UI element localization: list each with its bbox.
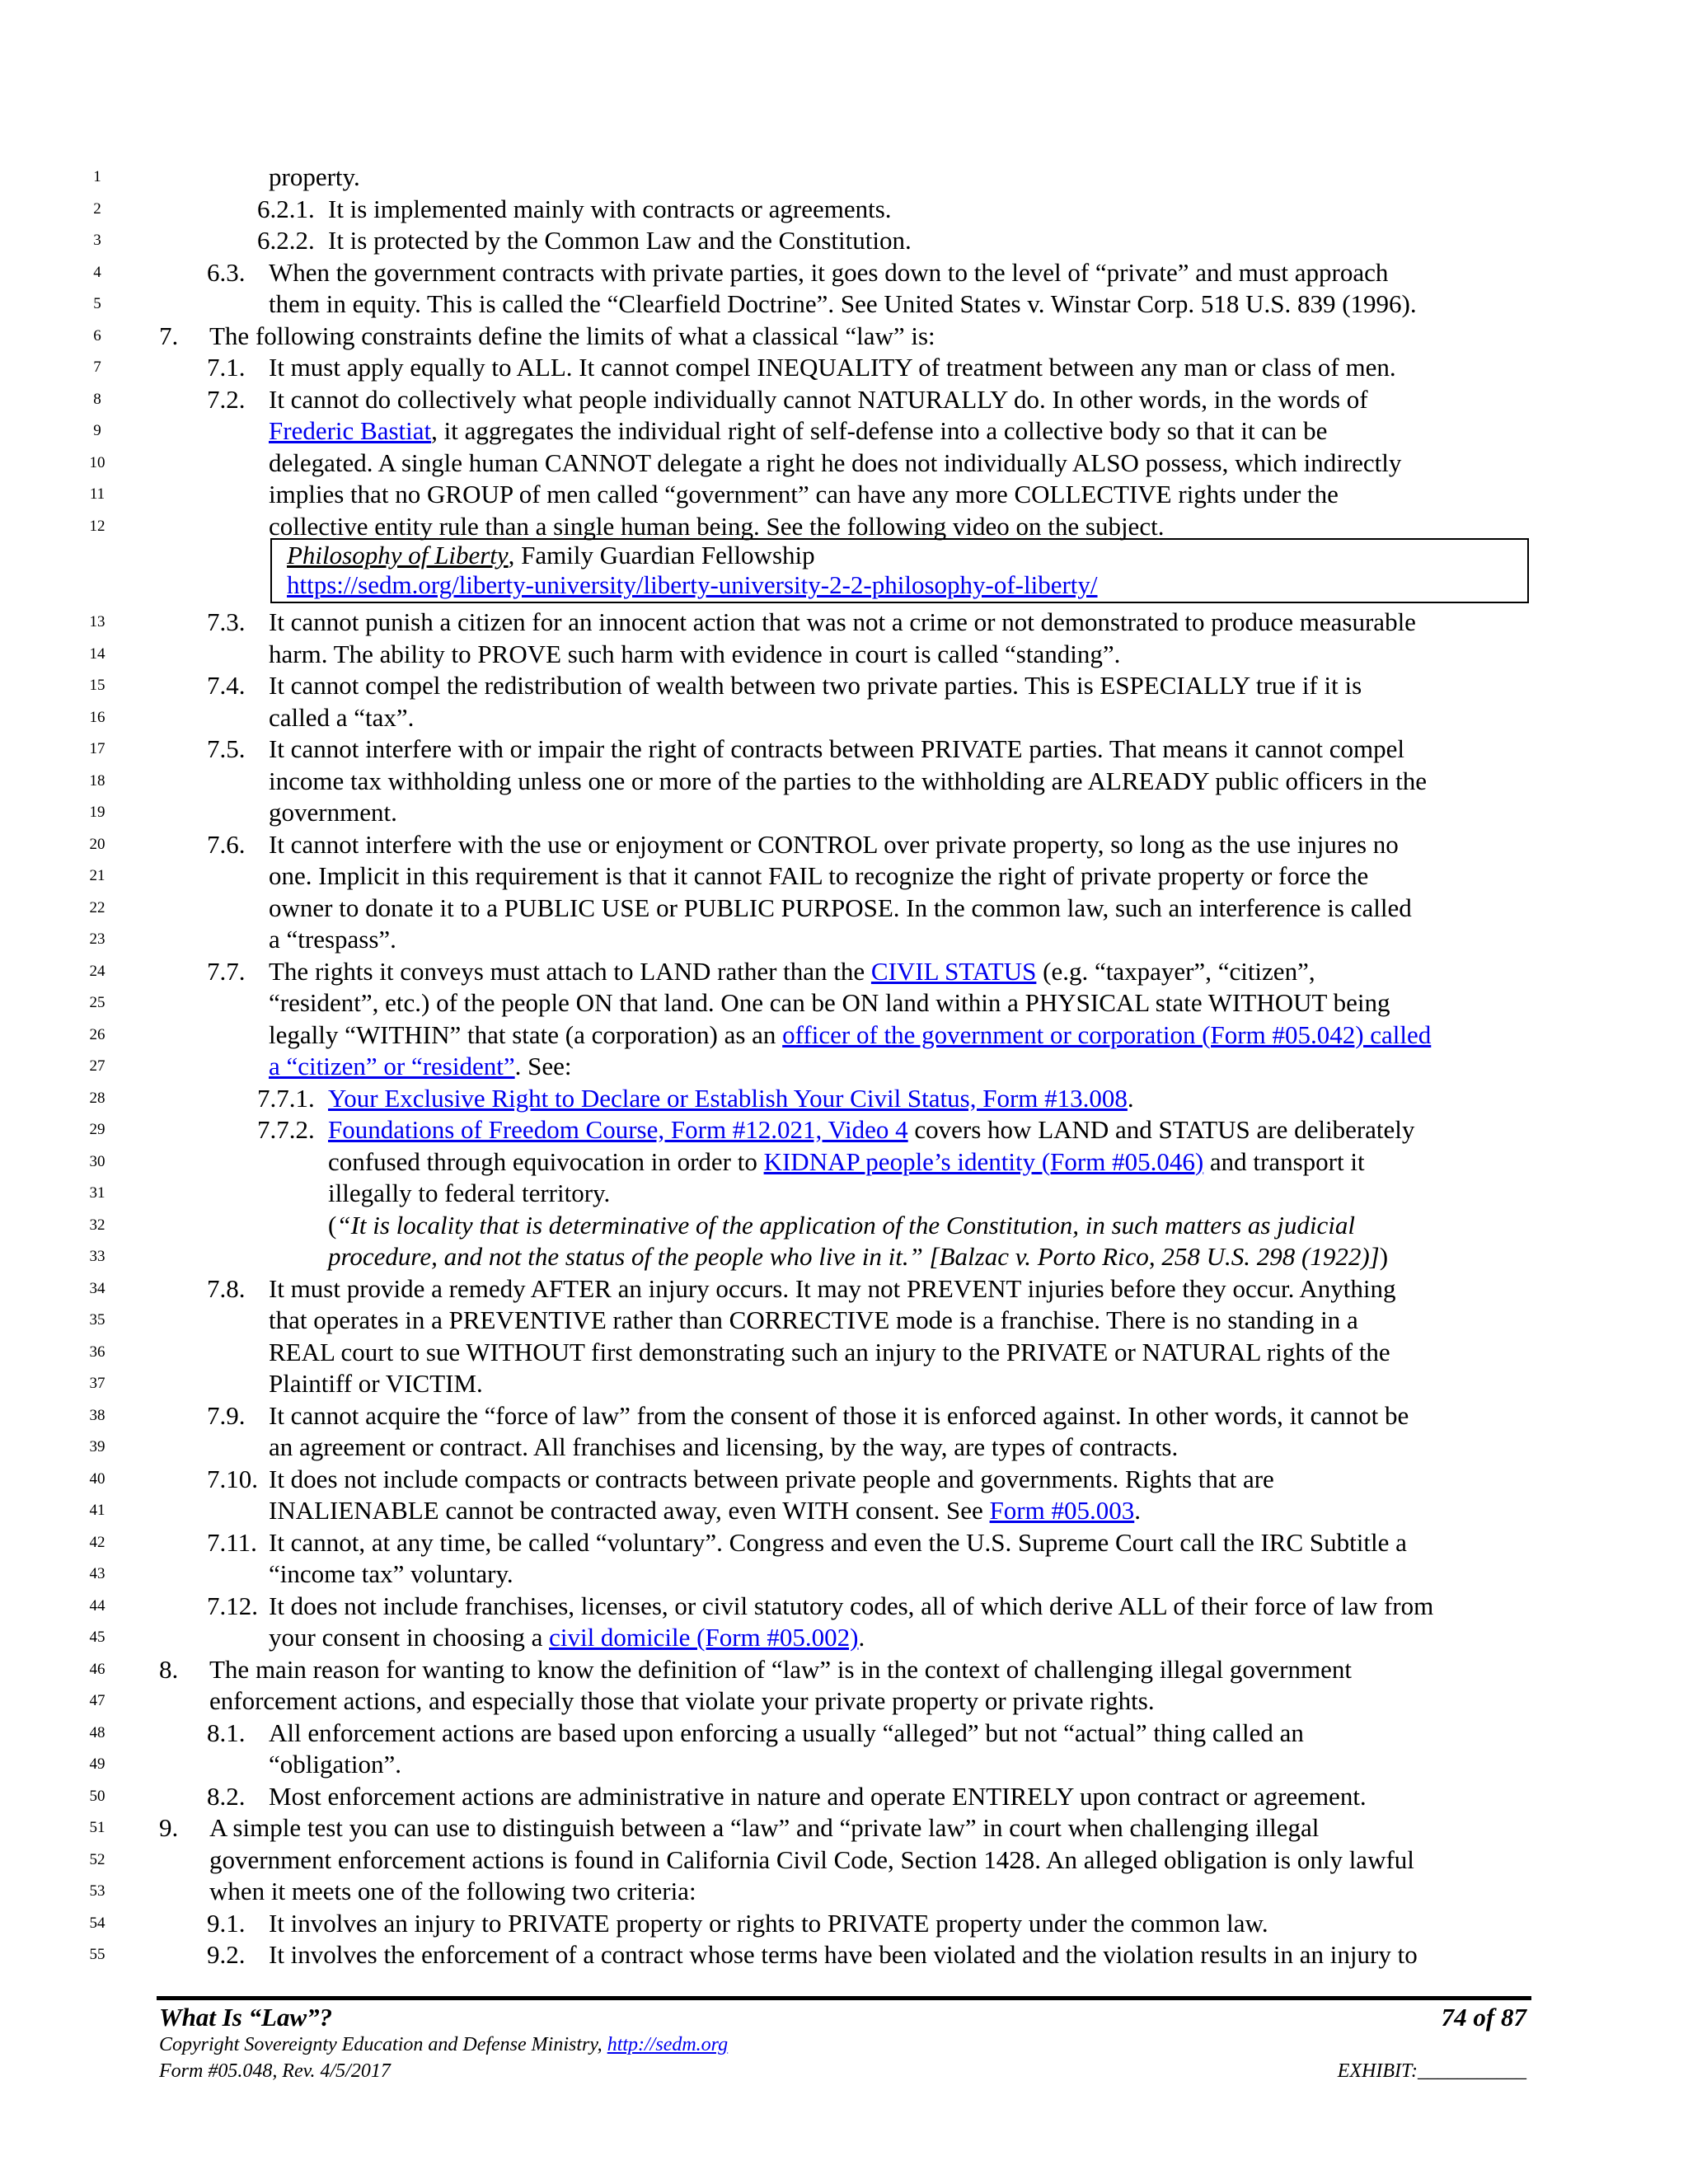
line-text (269, 288, 1417, 320)
text-segment: “obligation”. (269, 1750, 401, 1779)
text-segment: INALIENABLE cannot be contracted away, even WITH consent. See (269, 1496, 990, 1525)
document-line (0, 288, 1688, 320)
line-number: 39 (89, 1438, 106, 1455)
line-number: 45 (89, 1629, 106, 1646)
line-number: 8 (93, 390, 101, 408)
text-segment: REAL court to sue WITHOUT first demonstrating such an injury to the PRIVATE or NATURAL rights of the (269, 1337, 1390, 1366)
footer-sedm-link[interactable]: http://sedm.org (607, 2034, 729, 2055)
line-number: 52 (89, 1850, 106, 1868)
line-number: 23 (89, 930, 106, 948)
footer-copyright (159, 2034, 728, 2056)
hyperlink[interactable]: Your Exclusive Right to Declare or Establish Your Civil Status, Form #13.008 (328, 1083, 1128, 1113)
line-text (269, 448, 1401, 479)
text-segment: them in equity. This is called the “Clearfield Doctrine”. See United States v. Winstar Corp. 518 U.S. 839 (1996). (269, 289, 1417, 318)
hyperlink[interactable]: KIDNAP people’s identity (Form #05.046) (763, 1146, 1204, 1176)
line-text (269, 511, 1164, 542)
line-number: 19 (89, 804, 106, 821)
line-number: 47 (89, 1692, 106, 1709)
line-text (328, 1114, 1414, 1146)
document-line (0, 1210, 1688, 1241)
line-number: 10 (89, 453, 106, 471)
quotation-text: “It is locality that is determinative of the application of the Constitution, in such matters as judicial (336, 1210, 1355, 1240)
document-line (0, 1114, 1688, 1146)
text-segment: “resident”, etc.) of the people ON that land. One can be ON land within a PHYSICAL state WITHOUT being (269, 988, 1390, 1017)
document-line (0, 1654, 1688, 1685)
document-line (0, 415, 1688, 447)
list-number: 8. (159, 1654, 179, 1684)
line-number: 28 (89, 1089, 106, 1107)
line-text (269, 1908, 1268, 1939)
text-segment: It is protected by the Common Law and the Constitution. (328, 226, 912, 255)
document-line (0, 194, 1688, 225)
line-text (269, 352, 1396, 383)
line-number: 24 (89, 962, 106, 980)
document-line (0, 1273, 1688, 1305)
document-line (0, 1464, 1688, 1495)
line-text (269, 1273, 1395, 1305)
line-text (269, 1019, 1431, 1051)
text-segment: harm. The ability to PROVE such harm with evidence in court is called “standing”. (269, 639, 1121, 668)
line-number: 36 (89, 1343, 106, 1361)
list-number: 6.2.1. (257, 194, 315, 223)
footer-page-number: 74 of 87 (1441, 2003, 1526, 2032)
video-url-link[interactable]: https://sedm.org/liberty-university/liberty-university-2-2-philosophy-of-liberty/ (287, 570, 1098, 599)
line-text (269, 639, 1120, 670)
line-number: 44 (89, 1596, 106, 1615)
line-number: 25 (89, 994, 106, 1011)
document-line (0, 797, 1688, 828)
text-segment: illegally to federal territory. (328, 1179, 611, 1207)
footer-exhibit: EXHIBIT:___________ (1337, 2060, 1526, 2082)
line-number: 11 (89, 485, 106, 503)
text-segment: government enforcement actions is found in California Civil Code, Section 1428. An alleged obligation is only lawful (209, 1844, 1414, 1874)
document-line (0, 987, 1688, 1019)
video-source: , Family Guardian Fellowship (508, 541, 815, 569)
text-segment: It does not include compacts or contracts between private people and governments. Rights that are (269, 1464, 1274, 1493)
line-text (269, 415, 1327, 447)
text-segment: your consent in choosing a (269, 1623, 550, 1652)
list-number: 7.6. (207, 829, 246, 859)
line-text (328, 1178, 610, 1209)
text-segment: legally “WITHIN” that state (a corporation) as an (269, 1019, 783, 1049)
line-text (269, 1464, 1274, 1495)
list-number: 8.2. (207, 1781, 246, 1811)
text-segment: delegated. A single human CANNOT delegate a right he does not individually ALSO possess, which indirectly (269, 448, 1402, 477)
text-segment: It cannot compel the redistribution of wealth between two private parties. This is ESPECIALLY true if it is (269, 671, 1362, 700)
text-segment: The following constraints define the limits of what a classical “law” is: (209, 321, 935, 350)
text-segment: government. (269, 798, 397, 827)
line-text (269, 987, 1390, 1019)
text-segment: Plaintiff or VICTIM. (269, 1369, 483, 1398)
text-segment: A simple test you can use to distinguish between a “law” and “private law” in court when challenging illegal (209, 1813, 1320, 1842)
line-number: 21 (89, 867, 106, 884)
line-number: 1 (93, 168, 101, 185)
text-segment: The main reason for wanting to know the definition of “law” is in the context of challenging illegal government (209, 1654, 1352, 1684)
text-segment: collective entity rule than a single human being. See the following video on the subject. (269, 511, 1165, 541)
line-number: 14 (89, 644, 106, 663)
line-text (328, 194, 892, 225)
document-line (0, 670, 1688, 701)
text-segment: It cannot, at any time, be called “voluntary”. Congress and even the U.S. Supreme Court call the IRC Subtitle a (269, 1527, 1407, 1557)
document-line (0, 321, 1688, 352)
line-number: 29 (89, 1121, 106, 1138)
text-segment: property. (269, 162, 360, 191)
document-line (0, 1178, 1688, 1209)
text-segment: It must apply equally to ALL. It cannot compel INEQUALITY of treatment between any man or class of men. (269, 353, 1396, 382)
list-number: 9.2. (207, 1940, 246, 1969)
line-number: 38 (89, 1406, 106, 1424)
document-line (0, 1908, 1688, 1939)
document-line (0, 352, 1688, 383)
document-line (0, 702, 1688, 733)
document-line (0, 1558, 1688, 1590)
line-text (269, 893, 1412, 924)
document-line (0, 1146, 1688, 1178)
text-segment: called a “tax”. (269, 702, 415, 732)
document-line (0, 384, 1688, 415)
line-text (269, 1337, 1390, 1368)
text-segment: The rights it conveys must attach to LAND rather than the (269, 956, 871, 986)
document-line (0, 1019, 1688, 1051)
text-segment: . (1127, 1083, 1134, 1113)
list-number: 7.1. (207, 353, 246, 382)
document-line (0, 448, 1688, 479)
text-segment: “income tax” voluntary. (269, 1559, 513, 1588)
line-text (269, 384, 1368, 415)
list-number: 8.1. (207, 1718, 246, 1747)
line-text (269, 860, 1368, 892)
text-segment: It involves an injury to PRIVATE property or rights to PRIVATE property under the common law. (269, 1908, 1268, 1938)
video-reference-url-line (287, 569, 1098, 601)
line-text (269, 257, 1388, 288)
line-text (328, 225, 912, 256)
line-number: 18 (89, 771, 106, 790)
document-line (0, 162, 1688, 193)
line-text (269, 1400, 1409, 1432)
document-line (0, 733, 1688, 765)
line-text (269, 797, 397, 828)
document-line (0, 1939, 1688, 1971)
document-line (0, 860, 1688, 892)
document-line (0, 924, 1688, 955)
document-line (0, 1400, 1688, 1432)
line-number: 4 (93, 263, 101, 281)
line-text (269, 1495, 1141, 1526)
list-number: 6.3. (207, 257, 246, 287)
line-text (269, 607, 1416, 638)
video-title[interactable]: Philosophy of Liberty (287, 541, 509, 569)
line-number: 26 (89, 1025, 106, 1043)
text-segment: implies that no GROUP of men called “government” can have any more COLLECTIVE rights under the (269, 480, 1339, 509)
line-text (328, 1210, 1355, 1241)
hyperlink[interactable]: CIVIL STATUS (870, 956, 1037, 986)
document-line (0, 639, 1688, 670)
quotation-text: procedure, and not the status of the people who live in it.” [Balzac v. Porto Rico, 258 U.S. 298 (1922)] (328, 1242, 1380, 1271)
line-text (269, 1622, 865, 1653)
list-number: 7. (159, 321, 179, 350)
text-segment: when it meets one of the following two criteria: (209, 1877, 696, 1905)
text-segment: It cannot do collectively what people individually cannot NATURALLY do. In other words, in the words of (269, 384, 1368, 414)
line-number: 20 (89, 835, 106, 853)
document-line (0, 1876, 1688, 1907)
text-segment: covers how LAND and STATUS are deliberately (907, 1115, 1415, 1144)
line-text (209, 1685, 1155, 1717)
text-segment: It cannot interfere with the use or enjoyment or CONTROL over private property, so long as the use injures no (269, 829, 1399, 859)
list-number: 9.1. (207, 1908, 246, 1938)
document-line (0, 1083, 1688, 1114)
hyperlink[interactable]: Foundations of Freedom Course, Form #12.021, Video 4 (328, 1115, 908, 1144)
text-segment: owner to donate it to a PUBLIC USE or PUBLIC PURPOSE. In the common law, such an interference is called (269, 893, 1412, 922)
text-segment: enforcement actions, and especially those that violate your private property or private rights. (209, 1686, 1155, 1715)
line-text (209, 1654, 1352, 1685)
text-segment: ) (1379, 1242, 1389, 1271)
text-segment: It cannot interfere with or impair the right of contracts between PRIVATE parties. That means it cannot compel (269, 734, 1404, 763)
list-number: 7.3. (207, 607, 246, 636)
line-text (269, 1781, 1367, 1812)
line-text (269, 162, 360, 193)
text-segment: ( (328, 1210, 337, 1240)
footer-rule (157, 1996, 1531, 2000)
line-number: 53 (89, 1882, 106, 1900)
line-number: 55 (89, 1946, 106, 1963)
line-text (269, 1368, 483, 1399)
line-number: 22 (89, 898, 106, 916)
footer-form-number: Form #05.048, Rev. 4/5/2017 (159, 2060, 391, 2082)
document-line (0, 511, 1688, 542)
text-segment: that operates in a PREVENTIVE rather than CORRECTIVE mode is a franchise. There is no standing in a (269, 1305, 1358, 1334)
list-number: 9. (159, 1813, 179, 1842)
line-number: 46 (89, 1660, 106, 1678)
document-line (0, 1591, 1688, 1622)
text-segment: It is implemented mainly with contracts or agreements. (328, 194, 892, 223)
line-number: 9 (93, 422, 101, 439)
line-text (328, 1083, 1134, 1114)
list-number: 7.4. (207, 671, 246, 700)
line-number: 43 (89, 1565, 106, 1582)
hyperlink[interactable]: officer of the government or corporation (Form #05.042) called (782, 1019, 1432, 1049)
hyperlink[interactable]: Frederic Bastiat (269, 416, 432, 445)
text-segment: one. Implicit in this requirement is that it cannot FAIL to recognize the right of private property or force the (269, 861, 1369, 890)
document-line (0, 479, 1688, 510)
document-line (0, 893, 1688, 924)
document-line (0, 1337, 1688, 1368)
text-segment: It cannot punish a citizen for an innocent action that was not a crime or not demonstrated to produce measurable (269, 607, 1416, 636)
text-segment: , it aggregates the individual right of self-defense into a collective body so that it can be (431, 416, 1328, 445)
line-text (269, 1718, 1304, 1749)
line-text (328, 1241, 1388, 1272)
text-segment: an agreement or contract. All franchises and licensing, by the way, are types of contracts. (269, 1432, 1179, 1461)
line-text (269, 829, 1399, 860)
line-text (269, 670, 1362, 701)
list-number: 7.7.1. (257, 1083, 315, 1113)
line-number: 3 (93, 232, 101, 249)
hyperlink[interactable]: civil domicile (Form #05.002) (549, 1623, 859, 1652)
list-number: 7.5. (207, 734, 246, 763)
text-segment: When the government contracts with private parties, it goes down to the level of “private” and must approach (269, 257, 1389, 287)
document-line (0, 956, 1688, 987)
document-line (0, 1844, 1688, 1876)
hyperlink[interactable]: Form #05.003 (989, 1496, 1135, 1525)
list-number: 7.8. (207, 1273, 246, 1303)
line-text (269, 1305, 1358, 1336)
text-segment: It does not include franchises, licenses, or civil statutory codes, all of which derive ALL of their force of law from (269, 1591, 1434, 1620)
list-number: 7.11. (207, 1527, 257, 1557)
list-number: 6.2.2. (257, 226, 315, 255)
line-text (269, 702, 414, 733)
document-line (0, 225, 1688, 256)
line-number: 13 (89, 613, 106, 630)
document-line (0, 257, 1688, 288)
document-line (0, 1432, 1688, 1463)
text-segment: (e.g. “taxpayer”, “citizen”, (1036, 956, 1315, 986)
line-number: 51 (89, 1819, 106, 1836)
line-number: 48 (89, 1723, 106, 1741)
list-number: 7.12. (207, 1591, 258, 1620)
line-number: 33 (89, 1248, 106, 1265)
line-number: 42 (89, 1533, 106, 1551)
line-text (269, 1939, 1418, 1971)
line-text (269, 479, 1339, 510)
text-segment: a “trespass”. (269, 925, 396, 954)
text-segment: and transport it (1203, 1146, 1365, 1176)
text-segment: It cannot acquire the “force of law” from the consent of those it is enforced against. In other words, it cannot be (269, 1400, 1409, 1430)
line-text (269, 1051, 572, 1082)
line-number: 30 (89, 1152, 106, 1170)
list-number: 7.9. (207, 1400, 246, 1430)
line-text (269, 733, 1404, 765)
line-number: 2 (93, 199, 101, 218)
list-number: 7.2. (207, 384, 246, 414)
line-number: 32 (89, 1216, 106, 1234)
document-line (0, 766, 1688, 797)
document-line (0, 1749, 1688, 1780)
document-line (0, 1812, 1688, 1844)
line-number: 12 (89, 517, 106, 535)
text-segment: Most enforcement actions are administrative in nature and operate ENTIRELY upon contract or agreement. (269, 1781, 1367, 1811)
line-text (269, 1558, 513, 1590)
list-number: 7.7. (207, 956, 246, 986)
line-text (269, 924, 396, 955)
line-number: 27 (89, 1057, 106, 1075)
line-number: 31 (89, 1184, 106, 1202)
document-line (0, 1718, 1688, 1749)
line-number: 16 (89, 708, 106, 726)
text-segment: . (858, 1623, 865, 1652)
text-segment: confused through equivocation in order to (328, 1146, 764, 1176)
line-text (269, 956, 1315, 987)
line-text (269, 1527, 1407, 1558)
document-line (0, 1685, 1688, 1717)
document-line (0, 1622, 1688, 1653)
line-number: 49 (89, 1755, 106, 1773)
line-number: 5 (93, 295, 101, 312)
text-segment: . (1134, 1496, 1141, 1525)
line-text (209, 1812, 1319, 1844)
text-segment: It must provide a remedy AFTER an injury occurs. It may not PREVENT injuries before they occur. Anything (269, 1273, 1396, 1303)
video-reference-box (270, 538, 1529, 603)
line-text (209, 1844, 1414, 1876)
text-segment: income tax withholding unless one or more of the parties to the withholding are ALREADY public officers in the (269, 766, 1428, 795)
document-line (0, 1305, 1688, 1336)
document-line (0, 1051, 1688, 1082)
video-reference-title-line (287, 540, 815, 571)
document-line (0, 1241, 1688, 1272)
line-number: 34 (89, 1279, 106, 1297)
line-number: 40 (89, 1469, 106, 1488)
document-line (0, 1527, 1688, 1558)
document-line (0, 1781, 1688, 1812)
document-line (0, 607, 1688, 638)
footer-document-title: What Is “Law”? (159, 2003, 333, 2032)
line-number: 37 (89, 1375, 106, 1392)
line-number: 15 (89, 677, 106, 694)
line-text (269, 766, 1427, 797)
document-line (0, 1368, 1688, 1399)
text-segment: . See: (514, 1052, 572, 1080)
line-text (328, 1146, 1365, 1178)
line-number: 41 (89, 1502, 106, 1519)
hyperlink[interactable]: a “citizen” or “resident” (269, 1052, 515, 1080)
list-number: 7.7.2. (257, 1115, 315, 1144)
text-segment: All enforcement actions are based upon enforcing a usually “alleged” but not “actual” thing called an (269, 1718, 1304, 1747)
line-number: 35 (89, 1311, 106, 1329)
document-line (0, 1495, 1688, 1526)
document-line (0, 829, 1688, 860)
line-number: 6 (93, 326, 101, 344)
line-text (269, 1591, 1433, 1622)
line-text (269, 1432, 1178, 1463)
line-number: 54 (89, 1914, 106, 1932)
line-text (209, 1876, 696, 1907)
list-number: 7.10. (207, 1464, 258, 1493)
line-number: 50 (89, 1787, 106, 1805)
line-number: 17 (89, 740, 106, 757)
footer-copyright-text: Copyright Sovereignty Education and Defense Ministry, (159, 2034, 607, 2055)
line-text (209, 321, 935, 352)
text-segment: It involves the enforcement of a contract whose terms have been violated and the violation results in an injury to (269, 1940, 1418, 1969)
line-text (269, 1749, 401, 1780)
line-number: 7 (93, 359, 101, 376)
